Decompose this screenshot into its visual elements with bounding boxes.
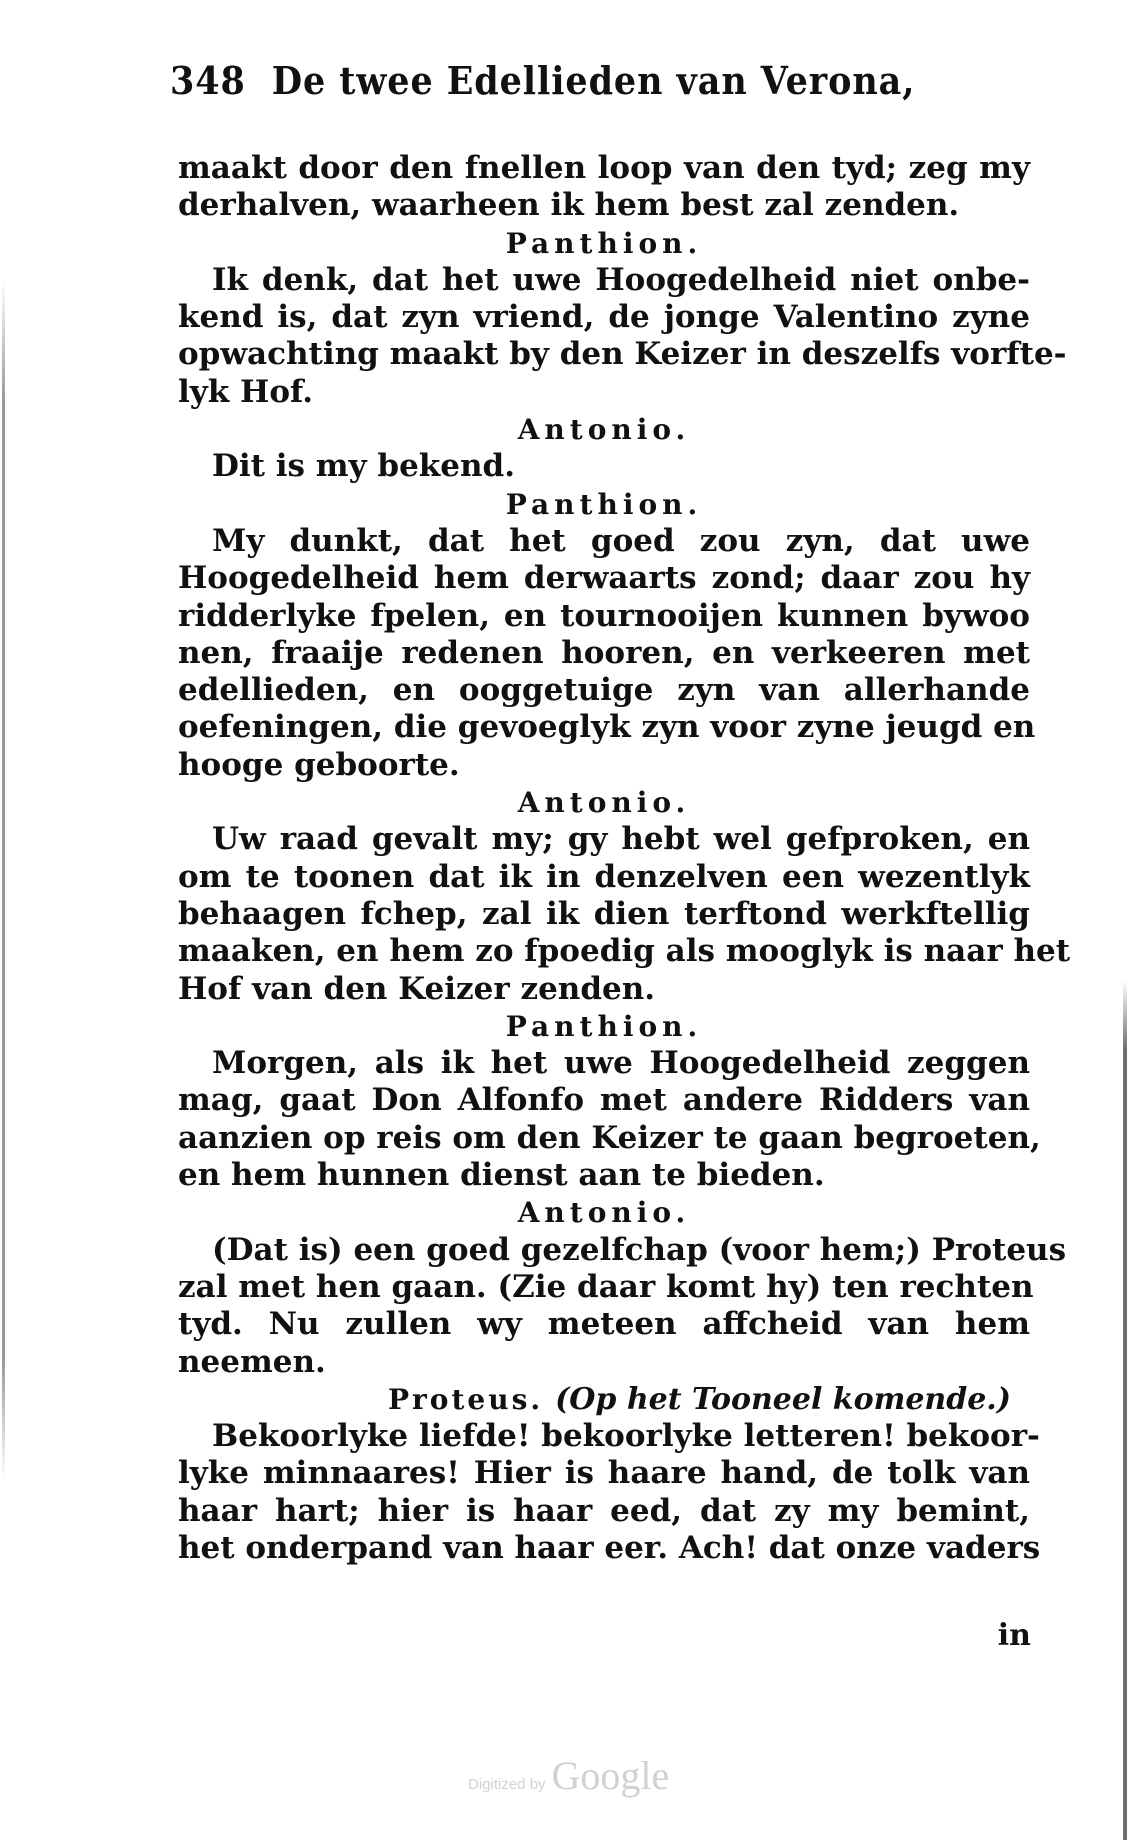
text-line: maakt door den fnellen loop van den tyd; zeg my xyxy=(178,150,1030,186)
text-line: lyk Hof. xyxy=(178,373,314,410)
text-line: opwachting maakt by den Keizer in deszelfs vorfte- xyxy=(178,336,1067,373)
text-line: Morgen, als ik het uwe Hoogedelheid zeggen xyxy=(212,1045,1030,1082)
speaker-heading xyxy=(178,1194,1030,1231)
text-line: hooge geboorte. xyxy=(178,746,460,783)
text-line: om te toonen dat ik in denzelven een wezentlyk xyxy=(178,858,1030,895)
speaker-heading xyxy=(178,784,1030,821)
text-line: tyd. Nu zullen wy meteen affcheid van hem xyxy=(178,1306,1030,1343)
catchword: in xyxy=(997,1618,1031,1653)
text-line: mag, gaat Don Alfonfo met andere Ridders van xyxy=(178,1082,1030,1119)
speaker-name: Antonio. xyxy=(517,786,691,820)
text-line: lyke minnaares! Hier is haare hand, de tolk van xyxy=(178,1455,1030,1492)
speaker-heading xyxy=(178,1008,1030,1045)
watermark-brand: Google xyxy=(551,1753,670,1798)
text-line: Hof van den Keizer zenden. xyxy=(178,970,656,1007)
text-line: nen, fraaije redenen hooren, en verkeeren met xyxy=(178,634,1030,671)
page-edge-right xyxy=(1123,980,1127,1840)
text-line: zal met hen gaan. (Zie daar komt hy) ten rechten xyxy=(178,1268,1034,1305)
text-line: maaken, en hem zo fpoedig als mooglyk is naar het xyxy=(178,933,1071,970)
page-edge-left xyxy=(2,280,5,1480)
speaker-heading xyxy=(178,1381,1030,1418)
speaker-name: Panthion. xyxy=(505,487,703,521)
text-line: Bekoorlyke liefde! bekoorlyke letteren! bekoor- xyxy=(212,1418,1040,1455)
text-line: het onderpand van haar eer. Ach! dat onze vaders xyxy=(178,1529,1041,1566)
speaker-name: Panthion. xyxy=(505,226,703,260)
text-line: Uw raad gevalt my; gy hebt wel gefproken, en xyxy=(212,821,1030,858)
text-line: haar hart; hier is haar eed, dat zy my bemint, xyxy=(178,1492,1030,1529)
body-text xyxy=(178,150,1071,1567)
text-line: behaagen fchep, zal ik dien terftond werkftellig xyxy=(178,895,1030,932)
text-line: kend is, dat zyn vriend, de jonge Valentino zyne xyxy=(178,299,1030,336)
text-line: ridderlyke fpelen, en tournooijen kunnen bywoo xyxy=(178,597,1030,634)
running-header xyxy=(170,58,952,103)
page-number: 348 xyxy=(170,58,246,103)
running-title: De twee Edellieden van Verona, xyxy=(271,58,916,103)
text-line: Ik denk, dat het uwe Hoogedelheid niet onbe- xyxy=(212,261,1030,298)
speaker-heading xyxy=(178,486,1030,523)
text-line: derhalven, waarheen ik hem best zal zenden. xyxy=(178,187,960,224)
google-watermark xyxy=(468,1752,669,1799)
speaker-name: Panthion. xyxy=(505,1009,703,1043)
speaker-heading xyxy=(178,225,1030,262)
stage-direction: (Op het Tooneel komende.) xyxy=(555,1381,1011,1417)
watermark-prefix: Digitized by xyxy=(468,1776,546,1793)
text-line: (Dat is) een goed gezelfchap (voor hem;) Proteus xyxy=(212,1231,1067,1268)
text-line: aanzien op reis om den Keizer te gaan begroeten, xyxy=(178,1119,1041,1156)
speaker-name: Antonio. xyxy=(517,1196,691,1230)
text-line: Hoogedelheid hem derwaarts zond; daar zou hy xyxy=(178,560,1030,597)
text-line: neemen. xyxy=(178,1343,326,1380)
speaker-name: Antonio. xyxy=(517,413,691,447)
speaker-name: Proteus. xyxy=(388,1382,544,1416)
text-line: oefeningen, die gevoeglyk zyn voor zyne jeugd en xyxy=(178,709,1036,746)
text-line: edellieden, en ooggetuige zyn van allerhande xyxy=(178,672,1030,709)
text-line: My dunkt, dat het goed zou zyn, dat uwe xyxy=(212,522,1030,559)
text-line: en hem hunnen dienst aan te bieden. xyxy=(178,1157,825,1194)
speaker-heading xyxy=(178,411,1030,448)
text-line: Dit is my bekend. xyxy=(212,448,516,485)
